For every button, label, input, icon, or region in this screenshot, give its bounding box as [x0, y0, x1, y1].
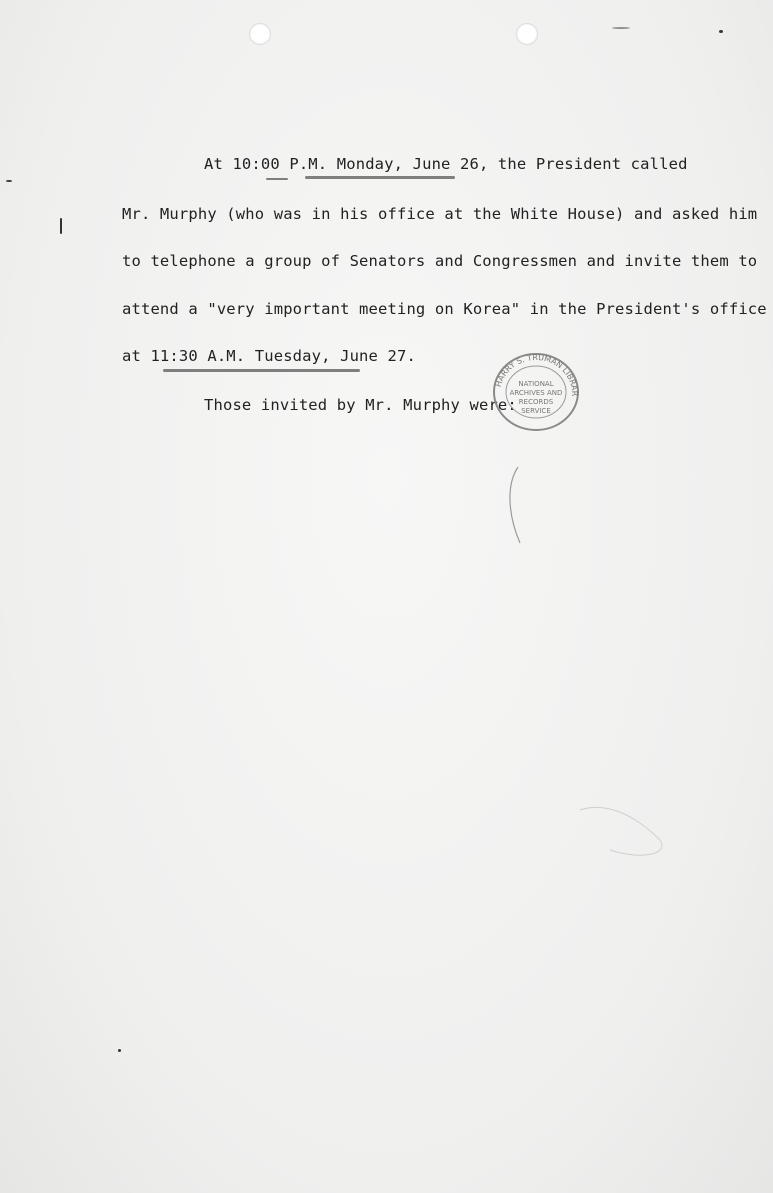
- pencil-bracket-mark: [504, 465, 524, 555]
- paragraph-line-2: Mr. Murphy (who was in his office at the White House) and asked him: [122, 205, 758, 223]
- archive-stamp: [490, 350, 582, 432]
- svg-text:SERVICE: SERVICE: [521, 407, 551, 415]
- pencil-underline-1: [305, 176, 455, 179]
- pencil-mark-small: [266, 178, 288, 180]
- paragraph-line-6: Those invited by Mr. Murphy were:: [204, 396, 517, 414]
- ink-speck-3: [612, 27, 630, 29]
- punch-hole-right: [516, 23, 538, 45]
- margin-dash: [6, 180, 12, 182]
- svg-text:HARRY S. TRUMAN LIBRARY: HARRY S. TRUMAN LIBRAR: [493, 352, 580, 396]
- svg-text:ARCHIVES AND: ARCHIVES AND: [509, 389, 563, 397]
- pencil-underline-2: [163, 369, 360, 372]
- ink-speck-2: [118, 1049, 121, 1052]
- paragraph-line-1: At 10:00 P.M. Monday, June 26, the President called: [204, 155, 688, 173]
- margin-tick: [60, 218, 62, 234]
- paragraph-line-5: at 11:30 A.M. Tuesday, June 27.: [122, 347, 416, 365]
- paragraph-line-3: to telephone a group of Senators and Congressmen and invite them to: [122, 252, 758, 270]
- ink-speck-1: [719, 30, 723, 33]
- svg-text:NATIONAL: NATIONAL: [518, 380, 554, 388]
- svg-text:RECORDS: RECORDS: [518, 398, 554, 406]
- paragraph-line-4: attend a "very important meeting on Korea" in the President's office: [122, 300, 767, 318]
- punch-hole-left: [249, 23, 271, 45]
- faint-pencil-scribble: [570, 800, 690, 870]
